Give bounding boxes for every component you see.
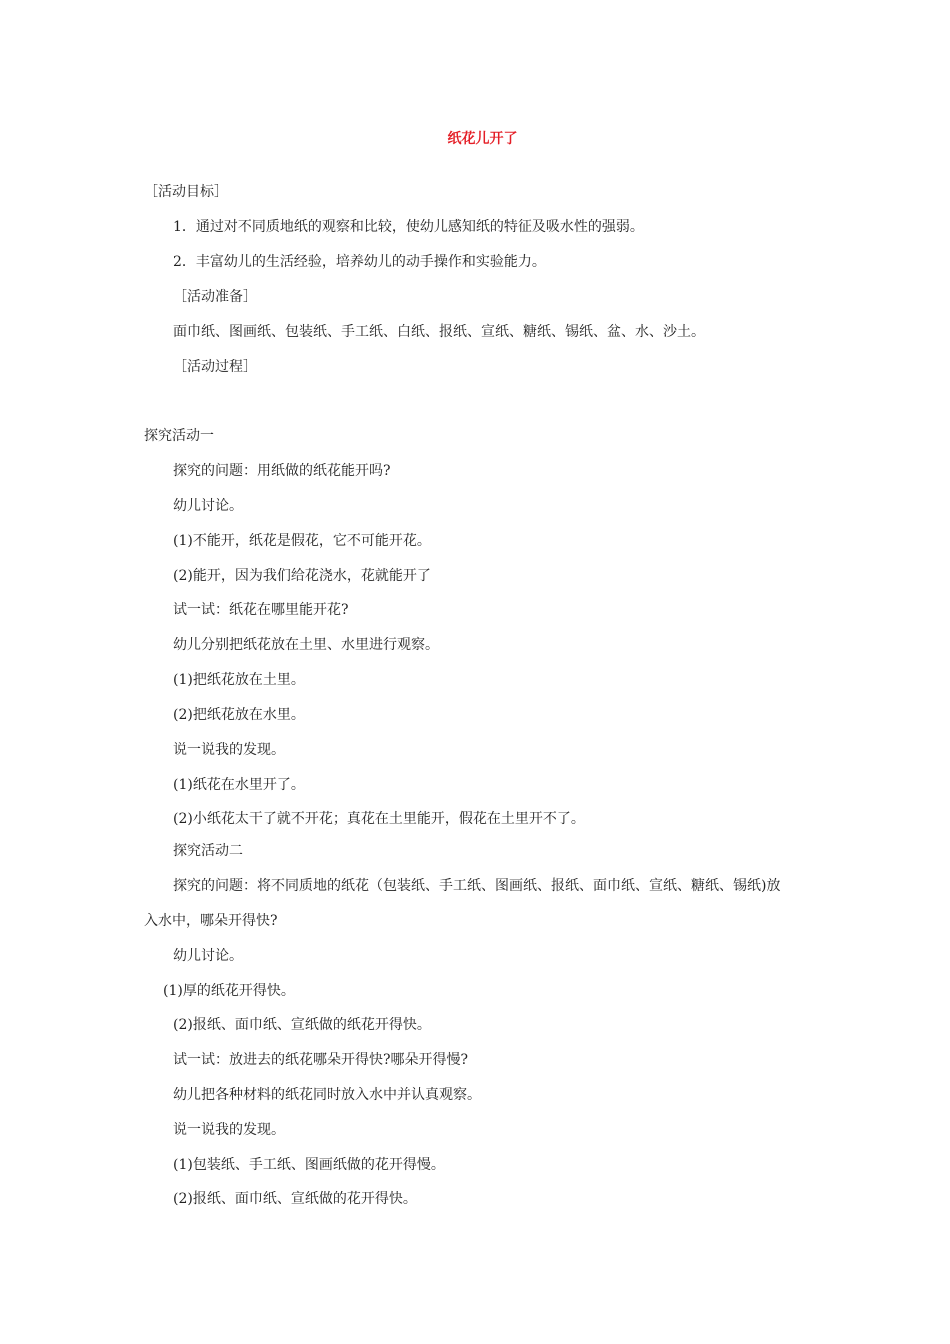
activity-one-heading: 探究活动一	[144, 428, 214, 444]
preparation-materials: 面巾纸、图画纸、包装纸、手工纸、白纸、报纸、宣纸、糖纸、锡纸、盆、水、沙土。	[173, 324, 705, 340]
goal-item-2: 2．丰富幼儿的生活经验，培养幼儿的动手操作和实验能力。	[173, 254, 546, 270]
list-item: (1)厚的纸花开得快。	[163, 983, 295, 999]
paragraph: 幼儿讨论。	[173, 948, 243, 964]
list-item: (1)纸花在水里开了。	[173, 777, 305, 793]
paragraph: 探究的问题：用纸做的纸花能开吗?	[173, 463, 391, 479]
paragraph: 探究的问题：将不同质地的纸花（包装纸、手工纸、图画纸、报纸、面巾纸、宣纸、糖纸、锡纸)放	[173, 878, 781, 894]
paragraph: 说一说我的发现。	[173, 742, 285, 758]
section-heading-preparation: ［活动准备］	[173, 289, 257, 305]
list-item: (1)把纸花放在土里。	[173, 672, 305, 688]
paragraph-continuation: 入水中，哪朵开得快?	[144, 913, 278, 929]
list-item: (2)小纸花太干了就不开花；真花在土里能开，假花在土里开不了。	[173, 811, 585, 827]
list-item: (2)报纸、面巾纸、宣纸做的花开得快。	[173, 1191, 417, 1207]
paragraph: 幼儿把各种材料的纸花同时放入水中并认真观察。	[173, 1087, 481, 1103]
paragraph: 试一试：纸花在哪里能开花?	[173, 602, 349, 618]
list-item: (1)包装纸、手工纸、图画纸做的花开得慢。	[173, 1157, 445, 1173]
document-title: 纸花儿开了	[447, 131, 518, 147]
paragraph: 幼儿讨论。	[173, 498, 243, 514]
list-item: (2)能开，因为我们给花浇水，花就能开了	[173, 568, 431, 584]
list-item: (2)把纸花放在水里。	[173, 707, 305, 723]
paragraph: 试一试：放进去的纸花哪朵开得快?哪朵开得慢?	[173, 1052, 469, 1068]
list-item: (2)报纸、面巾纸、宣纸做的纸花开得快。	[173, 1017, 431, 1033]
section-heading-process: ［活动过程］	[173, 359, 257, 375]
section-heading-goals: ［活动目标］	[144, 184, 228, 200]
paragraph: 说一说我的发现。	[173, 1122, 285, 1138]
goal-item-1: 1．通过对不同质地纸的观察和比较，使幼儿感知纸的特征及吸水性的强弱。	[173, 219, 644, 235]
list-item: (1)不能开，纸花是假花，它不可能开花。	[173, 533, 431, 549]
activity-two-heading: 探究活动二	[173, 843, 243, 859]
paragraph: 幼儿分别把纸花放在土里、水里进行观察。	[173, 637, 439, 653]
